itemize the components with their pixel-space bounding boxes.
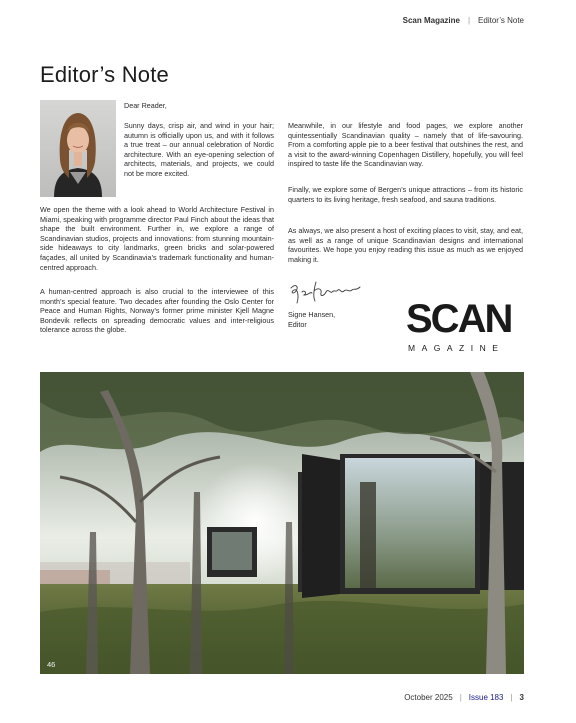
logo-tagline: MAGAZINE [408,343,505,353]
section-name: Editor’s Note [478,16,524,25]
issue-number: Issue 183 [468,693,504,702]
architecture-photo [40,372,524,674]
editor-portrait [40,100,116,197]
scan-magazine-logo [406,299,524,357]
logo-wordmark: SCAN [406,297,512,341]
running-header [403,16,524,25]
intro-paragraph: Sunny days, crisp air, and wind in your hair; autumn is officially upon us, and with it follows a true treat – our annual celebration of Nordic architecture. With an eye-opening selection of architects, materials, and projects, we could not be more excited. [124,121,274,178]
greeting: Dear Reader, [124,101,167,110]
running-footer [404,693,524,702]
editor-role: Editor [288,320,307,329]
header-separator: | [467,16,471,25]
image-page-number: 46 [47,660,56,669]
issue-date: October 2025 [404,693,453,702]
footer-separator: | [510,693,513,702]
editor-name: Signe Hansen, [288,310,336,319]
page-title: Editor’s Note [40,62,169,87]
publication-name: Scan Magazine [402,16,460,25]
handwritten-signature [288,279,368,307]
body-paragraph: Meanwhile, in our lifestyle and food pages, we explore another quintessentially Scandinavian quality – namely that of life-savouring. From a comforting apple pie to a beer festival that outshines the rest, and a visit to the award-winning Copenhagen Distillery, hopefully, you will feel inspired to taste life the Scandinavian way. [288,121,523,169]
body-paragraph: A human-centred approach is also crucial to the interviewee of this month’s special feature. Two decades after founding the Oslo Center for Peace and Human Rights, Norway’s former prime minister Kjell Magne Bondevik reflects on spreading democratic values and inter-religious tolerance across the globe. [40,287,274,335]
body-paragraph: As always, we also present a host of exciting places to visit, stay, and eat, as well as a range of unique Scandinavian designs and international favourites. We hope you enjoy reading this issue as much as we enjoyed making it. [288,226,523,264]
footer-separator: | [459,693,462,702]
body-paragraph: Finally, we explore some of Bergen’s unique attractions – from its historic quarters to its living heritage, fresh seafood, and sauna traditions. [288,185,523,204]
page-number: 3 [519,693,524,702]
body-paragraph: We open the theme with a look ahead to World Architecture Festival in Miami, speaking with programme director Paul Finch about the ideas that shape the built environment. Further in, we explore a range of Scandinavian studios, projects and innovations: from stunning mountain-side hideaways to city landmarks, green bricks and solar-powered façades, all united by Scandinavia’s trademark functionality and human-centred approach. [40,205,274,272]
